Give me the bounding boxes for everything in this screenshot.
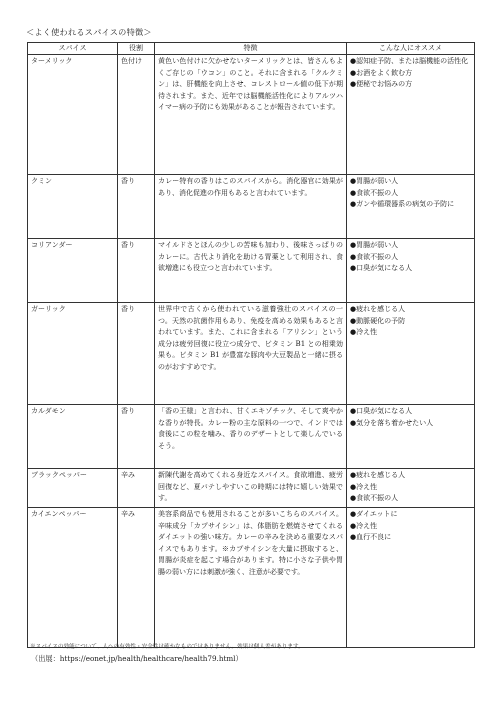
spice-role: 香り — [118, 405, 155, 469]
table-header-row — [28, 43, 475, 55]
header-spice: スパイス — [28, 43, 118, 55]
recommended-item: ●認知症予防、または脳機能の活性化 — [350, 57, 469, 65]
recommended-item: ●冷え性 — [350, 482, 378, 491]
recommended-item: ●ガンや循環器系の病気の予防に — [350, 200, 455, 209]
table-body — [28, 55, 475, 648]
spice-feature-text: 新陳代謝を高めてくれる身近なスパイス。食欲増進、疲労回復など、夏バテしやすいこの時期には特に嬉しい効果です。 — [158, 471, 343, 503]
spice-feature-text: 美容系商品でも使用されることが多いこちらのスパイス。辛味成分「カプサイシン」は、体脂肪を燃焼させてくれるダイエットの強い味方。カレーの辛みを決める重要なスパイスでもあります。※カプサイシンを大量に摂取すると、胃腸が炎症を起こす場合があります。特に小さな子供や胃腸の弱い方には刺激が強く、注意が必要です。 — [158, 510, 343, 576]
spice-name: クミン — [28, 175, 118, 239]
recommended-item: ●口臭が気になる人 — [350, 407, 413, 415]
spice-feature — [155, 239, 347, 303]
disclaimer-note: ※スパイスの効能について、人への有効性・安全性は確かなものではありません。効果は個人差があります。 — [30, 644, 304, 650]
spice-feature-text: マイルドさとほんの少しの苦味も加わり、後味さっぱりのカレーに。古代より消化を助ける胃薬として利用され、食欲増進にも役立つと言われています。 — [158, 241, 343, 273]
recommended-item: ●胃腸が弱い人 — [350, 241, 399, 249]
spice-feature — [155, 508, 347, 648]
recommended-item: ●食欲不振の人 — [350, 252, 399, 261]
spice-recommended — [347, 469, 475, 508]
spice-feature — [155, 175, 347, 239]
recommended-item: ●冷え性 — [350, 521, 378, 530]
spice-role: 香り — [118, 303, 155, 405]
recommended-item: ●ダイエットに — [350, 510, 398, 518]
spice-recommended — [347, 508, 475, 648]
table-row — [28, 239, 475, 303]
spice-recommended — [347, 303, 475, 405]
table-row — [28, 469, 475, 508]
table-row — [28, 55, 475, 175]
spice-feature-text: 「香の王様」と言われ、甘くエキゾチック、そして爽やかな香りが特長。カレー粉の主な原料の一つで、インドでは食後にこの粒を噛み、香りのデザートとして楽しんでいるそう。 — [158, 407, 343, 450]
spice-feature-text: カレー特有の香りはこのスパイスから。消化器官に効果があり、消化促進の作用もあると言われています。 — [158, 177, 343, 197]
spice-recommended — [347, 55, 475, 175]
document-title: ＜よく使われるスパイスの特徴＞ — [26, 27, 152, 37]
spice-feature-text: 黄色い色付けに欠かせないターメリックとは、皆さんもよくご存じの「ウコン」のこと。それに含まれる「クルクミン」は、肝機能を向上させ、コレストロール値の低下が期待されます。また、近年では脳機能活性化によりアルツハイマー病の予防にも効果があることが報告されています。 — [158, 57, 343, 112]
spice-feature — [155, 303, 347, 405]
spice-feature — [155, 55, 347, 175]
recommended-item: ●疲れを感じる人 — [350, 305, 406, 313]
table-row — [28, 405, 475, 469]
header-feature: 特徴 — [155, 43, 347, 55]
recommended-item: ●疲れを感じる人 — [350, 471, 406, 479]
spice-name: カイエンペッパー — [28, 508, 118, 648]
spice-recommended — [347, 239, 475, 303]
recommended-item: ●血行不良に — [350, 533, 392, 542]
source-citation: （出展：https://eonet.jp/health/healthcare/health79.html） — [31, 654, 243, 663]
spice-feature — [155, 405, 347, 469]
spice-name: ブラックペッパー — [28, 469, 118, 508]
spice-feature — [155, 469, 347, 508]
spice-name: コリアンダー — [28, 239, 118, 303]
recommended-item: ●食欲不振の人 — [350, 494, 399, 503]
spice-role: 香り — [118, 175, 155, 239]
table-row — [28, 175, 475, 239]
recommended-item: ●口臭が気になる人 — [350, 264, 413, 273]
spice-role: 辛み — [118, 508, 155, 648]
header-role: 役割 — [118, 43, 155, 55]
spice-role: 色付け — [118, 55, 155, 175]
recommended-item: ●動脈硬化の予防 — [350, 316, 406, 325]
recommended-item: ●お酒をよく飲む方 — [350, 68, 413, 77]
table-row — [28, 508, 475, 648]
spice-table — [27, 42, 475, 648]
recommended-item: ●気分を落ち着かせたい人 — [350, 418, 434, 427]
spice-role: 辛み — [118, 469, 155, 508]
table-row — [28, 303, 475, 405]
recommended-item: ●胃腸が弱い人 — [350, 177, 399, 185]
spice-recommended — [347, 175, 475, 239]
recommended-item: ●冷え性 — [350, 328, 378, 337]
recommended-item: ●便秘でお悩みの方 — [350, 80, 413, 89]
header-recommended: こんな人にオススメ — [347, 43, 475, 55]
spice-role: 香り — [118, 239, 155, 303]
spice-name: ターメリック — [28, 55, 118, 175]
spice-name: カルダモン — [28, 405, 118, 469]
spice-name: ガーリック — [28, 303, 118, 405]
spice-recommended — [347, 405, 475, 469]
recommended-item: ●食欲不振の人 — [350, 188, 399, 197]
spice-feature-text: 世界中で古くから使われている滋養強壮のスパイスの一つ。天然の抗菌作用もあり、免疫を高める効果もあると言われています。また、これに含まれる「アリシン」という成分は疲労回復に役立つ成分で、ビタミン B1 との相乗効果も。ビタミン B1 が豊富な豚肉や大豆製品と一緒に摂るのがおすすめです。 — [158, 305, 343, 371]
